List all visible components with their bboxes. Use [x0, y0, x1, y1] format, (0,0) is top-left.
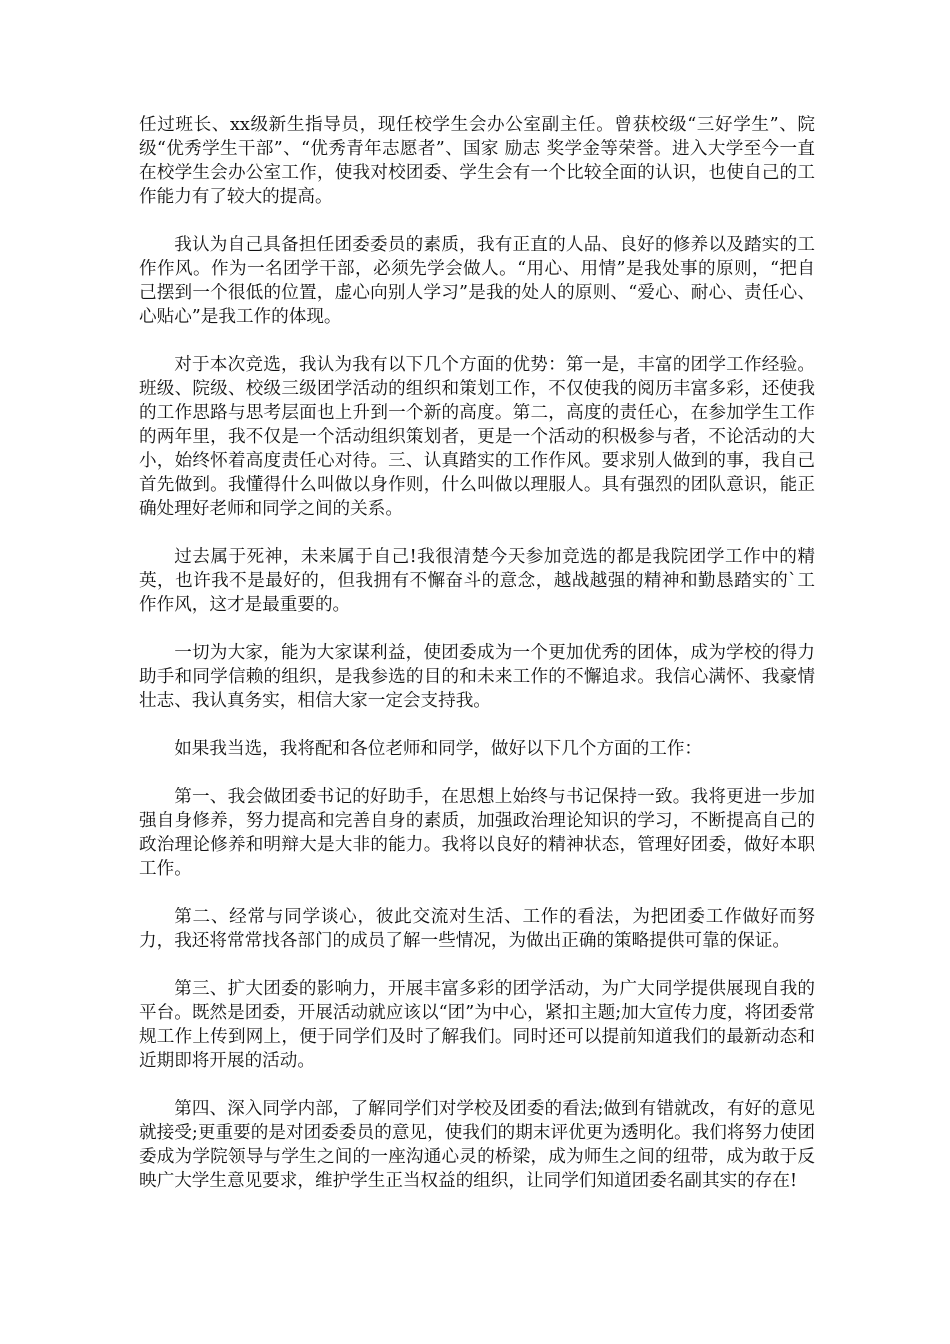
paragraph-qualities: 我认为自己具备担任团委委员的素质，我有正直的人品、良好的修养以及踏实的工作作风。作为一名团学干部，必须先学会做人。“用心、用情”是我处事的原则，“把自己摆到一个很低的位置，虚心向别人学习”是我的处人的原则、“爱心、耐心、责任心、心贴心”是我工作的体现。 — [139, 235, 815, 327]
paragraph-plan-second: 第二、经常与同学谈心，彼此交流对生活、工作的看法，为把团委工作做好而努力，我还将常常找各部门的成员了解一些情况，为做出正确的策略提供可靠的保证。 — [139, 907, 815, 951]
document-body — [139, 113, 815, 1217]
paragraph-plan-intro: 如果我当选，我将配和各位老师和同学，做好以下几个方面的工作： — [174, 739, 703, 759]
paragraph-plan-third: 第三、扩大团委的影响力，开展丰富多彩的团学活动，为广大同学提供展现自我的平台。既然是团委，开展活动就应该以“团”为中心，紧扣主题;加大宣传力度，将团委常规工作上传到网上，便于同学们及时了解我们。同时还可以提前知道我们的最新动态和近期即将开展的活动。 — [139, 979, 815, 1071]
paragraph-plan-fourth: 第四、深入同学内部，了解同学们对学校及团委的看法;做到有错就改，有好的意见就接受;更重要的是对团委委员的意见，使我们的期末评优更为透明化。我们将努力使团委成为学院领导与学生之间的一座沟通心灵的桥梁，成为师生之间的纽带，成为敢于反映广大学生意见要求，维护学生正当权益的组织，让同学们知道团委名副其实的存在! — [139, 1099, 815, 1191]
paragraph-advantages: 对于本次竞选，我认为我有以下几个方面的优势：第一是，丰富的团学工作经验。班级、院级、校级三级团学活动的组织和策划工作，不仅使我的阅历丰富多彩，还使我的工作思路与思考层面也上升到一个新的高度。第二，高度的责任心，在参加学生工作的两年里，我不仅是一个活动组织策划者，更是一个活动的积极参与者，不论活动的大小，始终怀着高度责任心对待。三、认真踏实的工作作风。要求别人做到的事，我自己首先做到。我懂得什么叫做以身作则，什么叫做以理服人。具有强烈的团队意识，能正确处理好老师和同学之间的关系。 — [139, 355, 815, 519]
paragraph-future: 过去属于死神，未来属于自己!我很清楚今天参加竞选的都是我院团学工作中的精英，也许我不是最好的，但我拥有不懈奋斗的意念，越战越强的精神和勤恳踏实的`工作作风，这才是最重要的。 — [139, 547, 815, 615]
paragraph-plan-first: 第一、我会做团委书记的好助手，在思想上始终与书记保持一致。我将更进一步加强自身修养，努力提高和完善自身的素质，加强政治理论知识的学习，不断提高自己的政治理论修养和明辩大是大非的能力。我将以良好的精神状态，管理好团委，做好本职工作。 — [139, 787, 815, 879]
paragraph-commitment: 一切为大家，能为大家谋利益，使团委成为一个更加优秀的团体，成为学校的得力助手和同学信赖的组织，是我参选的目的和未来工作的不懈追求。我信心满怀、我豪情壮志、我认真务实，相信大家一定会支持我。 — [139, 643, 815, 711]
paragraph-intro: 任过班长、xx级新生指导员，现任校学生会办公室副主任。曾获校级“三好学生”、院级“优秀学生干部”、“优秀青年志愿者”、国家 励志 奖学金等荣誉。进入大学至今一直在校学生会办公室工作，使我对校团委、学生会有一个比较全面的认识，也使自己的工作能力有了较大的提高。 — [139, 115, 815, 207]
